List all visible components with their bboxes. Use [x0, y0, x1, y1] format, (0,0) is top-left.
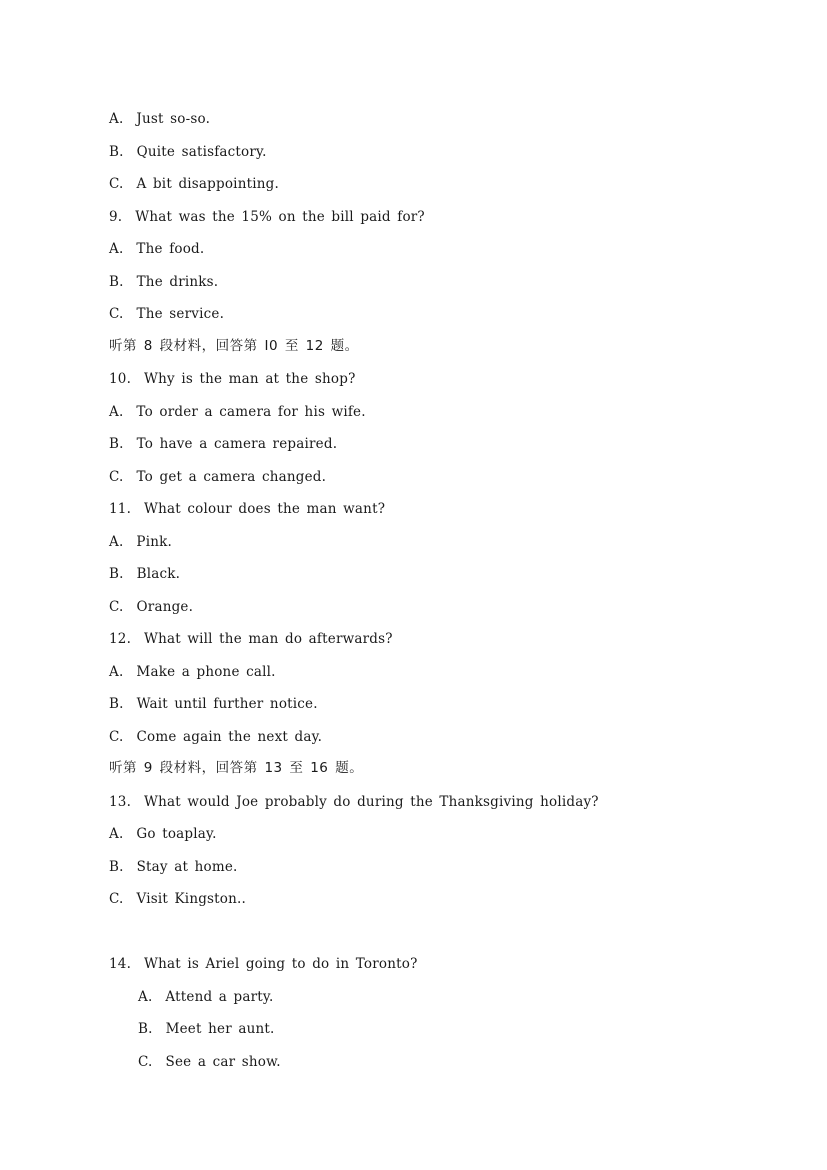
option-b-q10: B. To have a camera repaired. [109, 436, 338, 452]
question-13: 13. What would Joe probably do during the Thanksgiving holiday? [109, 794, 599, 810]
question-9: 9. What was the 15% on the bill paid for? [109, 209, 425, 225]
option-c-q10: C. To get a camera changed. [109, 469, 327, 485]
option-c-q13: C. Visit Kingston.. [109, 891, 247, 907]
option-b-q12: B. Wait until further notice. [109, 696, 318, 712]
option-a-q12: A. Make a phone call. [109, 664, 276, 680]
option-a-q14: A. Attend a party. [138, 989, 274, 1005]
question-10: 10. Why is the man at the shop? [109, 371, 356, 387]
option-c-q9: C. The service. [109, 306, 225, 322]
option-b-q13: B. Stay at home. [109, 859, 238, 875]
option-c-q12: C. Come again the next day. [109, 729, 323, 745]
option-b-q11: B. Black. [109, 566, 181, 582]
section-9-instruction: 听第 9 段材料，回答第 13 至 16 题。 [109, 760, 364, 776]
option-c-q14: C. See a car show. [138, 1054, 281, 1070]
option-a-q8: A. Just so-so. [109, 111, 211, 127]
question-11: 11. What colour does the man want? [109, 501, 386, 517]
option-a-q11: A. Pink. [109, 534, 172, 550]
option-b-q14: B. Meet her aunt. [138, 1021, 275, 1037]
option-b-q8: B. Quite satisfactory. [109, 144, 267, 160]
option-a-q9: A. The food. [109, 241, 205, 257]
option-b-q9: B. The drinks. [109, 274, 219, 290]
option-c-q11: C. Orange. [109, 599, 194, 615]
section-8-instruction: 听第 8 段材料，回答第 I0 至 12 题。 [109, 338, 359, 354]
option-c-q8: C. A bit disappointing. [109, 176, 279, 192]
question-14: 14. What is Ariel going to do in Toronto? [109, 956, 418, 972]
option-a-q10: A. To order a camera for his wife. [109, 404, 366, 420]
question-12: 12. What will the man do afterwards? [109, 631, 393, 647]
option-a-q13: A. Go toaplay. [109, 826, 217, 842]
